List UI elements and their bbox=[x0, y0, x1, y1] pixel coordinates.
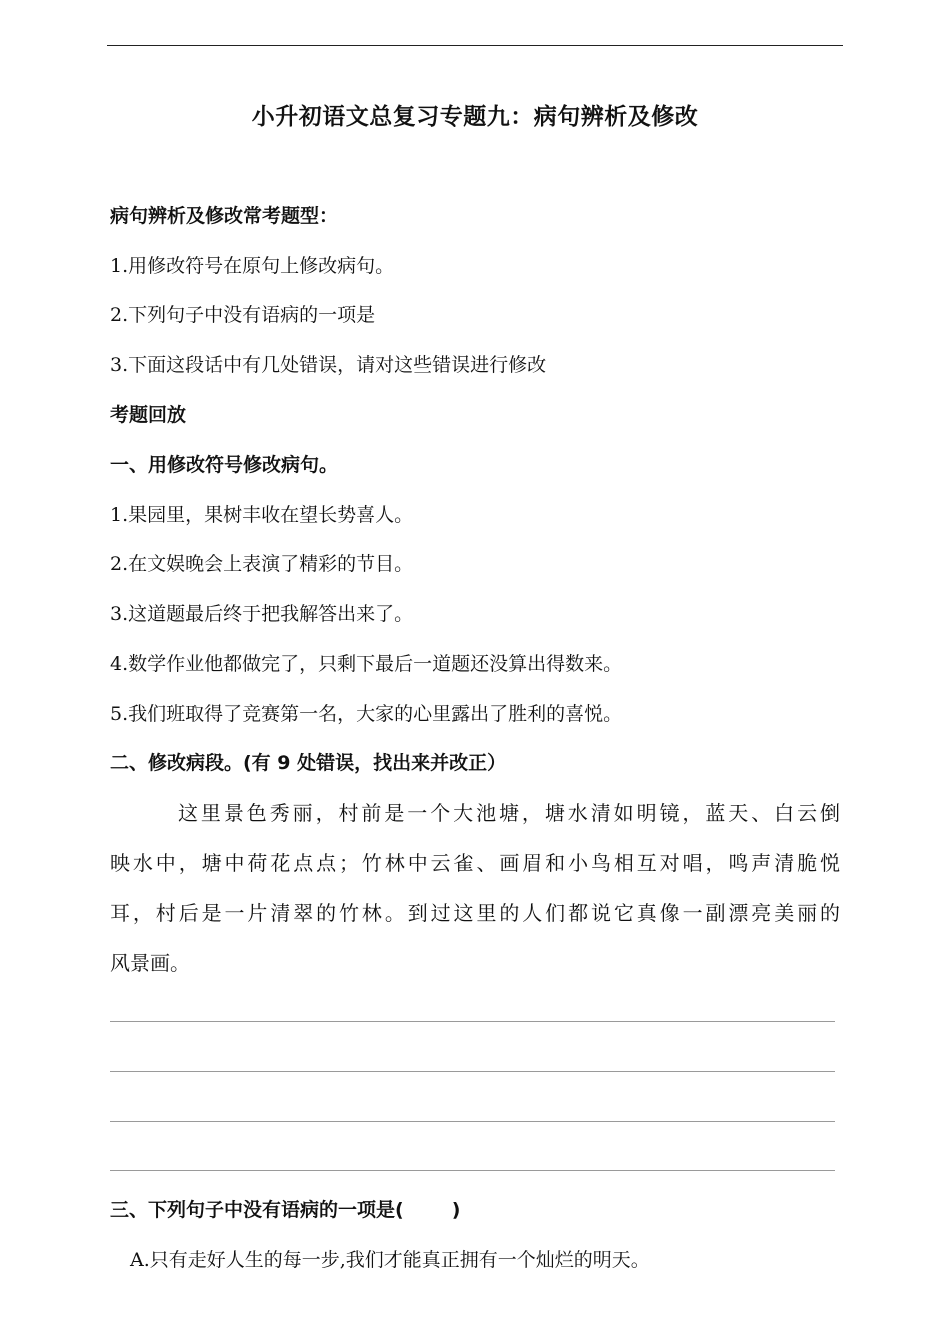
answer-line-2[interactable] bbox=[110, 1071, 835, 1072]
type-item-1: 1.用修改符号在原句上修改病句。 bbox=[110, 255, 395, 277]
type-item-2: 2.下列句子中没有语病的一项是 bbox=[110, 304, 376, 326]
section3-heading bbox=[110, 1197, 460, 1223]
answer-line-4[interactable] bbox=[110, 1170, 835, 1171]
section2-heading: 二、修改病段。(有 9 处错误，找出来并改正） bbox=[110, 752, 507, 774]
header-rule bbox=[107, 45, 843, 46]
paragraph-line-3: 耳，村后是一片清翠的竹林。到过这里的人们都说它真像一副漂亮美丽的 bbox=[110, 901, 840, 925]
section3-heading-close: ) bbox=[451, 1199, 461, 1221]
answer-line-3[interactable] bbox=[110, 1121, 835, 1122]
review-heading: 考题回放 bbox=[110, 404, 187, 426]
paragraph-line-1: 这里景色秀丽，村前是一个大池塘，塘水清如明镜，蓝天、白云倒 bbox=[178, 801, 840, 825]
section1-item-1: 1.果园里，果树丰收在望长势喜人。 bbox=[110, 504, 414, 526]
type-item-3: 3.下面这段话中有几处错误，请对这些错误进行修改 bbox=[110, 354, 547, 376]
section1-item-5: 5.我们班取得了竞赛第一名，大家的心里露出了胜利的喜悦。 bbox=[110, 703, 623, 725]
section3-heading-text: 三、下列句子中没有语病的一项是( bbox=[110, 1199, 404, 1221]
section3-option-a: A.只有走好人生的每一步,我们才能真正拥有一个灿烂的明天。 bbox=[130, 1249, 650, 1271]
answer-line-1[interactable] bbox=[110, 1021, 835, 1022]
section1-item-3: 3.这道题最后终于把我解答出来了。 bbox=[110, 603, 414, 625]
paragraph-line-4: 风景画。 bbox=[110, 951, 190, 975]
types-heading: 病句辨析及修改常考题型： bbox=[110, 205, 339, 227]
section1-heading: 一、用修改符号修改病句。 bbox=[110, 454, 339, 476]
section1-item-2: 2.在文娱晚会上表演了精彩的节目。 bbox=[110, 553, 414, 575]
paragraph-line-2: 映水中，塘中荷花点点；竹林中云雀、画眉和小鸟相互对唱，鸣声清脆悦 bbox=[110, 851, 840, 875]
section1-item-4: 4.数学作业他都做完了，只剩下最后一道题还没算出得数来。 bbox=[110, 653, 623, 675]
page-title: 小升初语文总复习专题九：病句辨析及修改 bbox=[251, 104, 699, 130]
